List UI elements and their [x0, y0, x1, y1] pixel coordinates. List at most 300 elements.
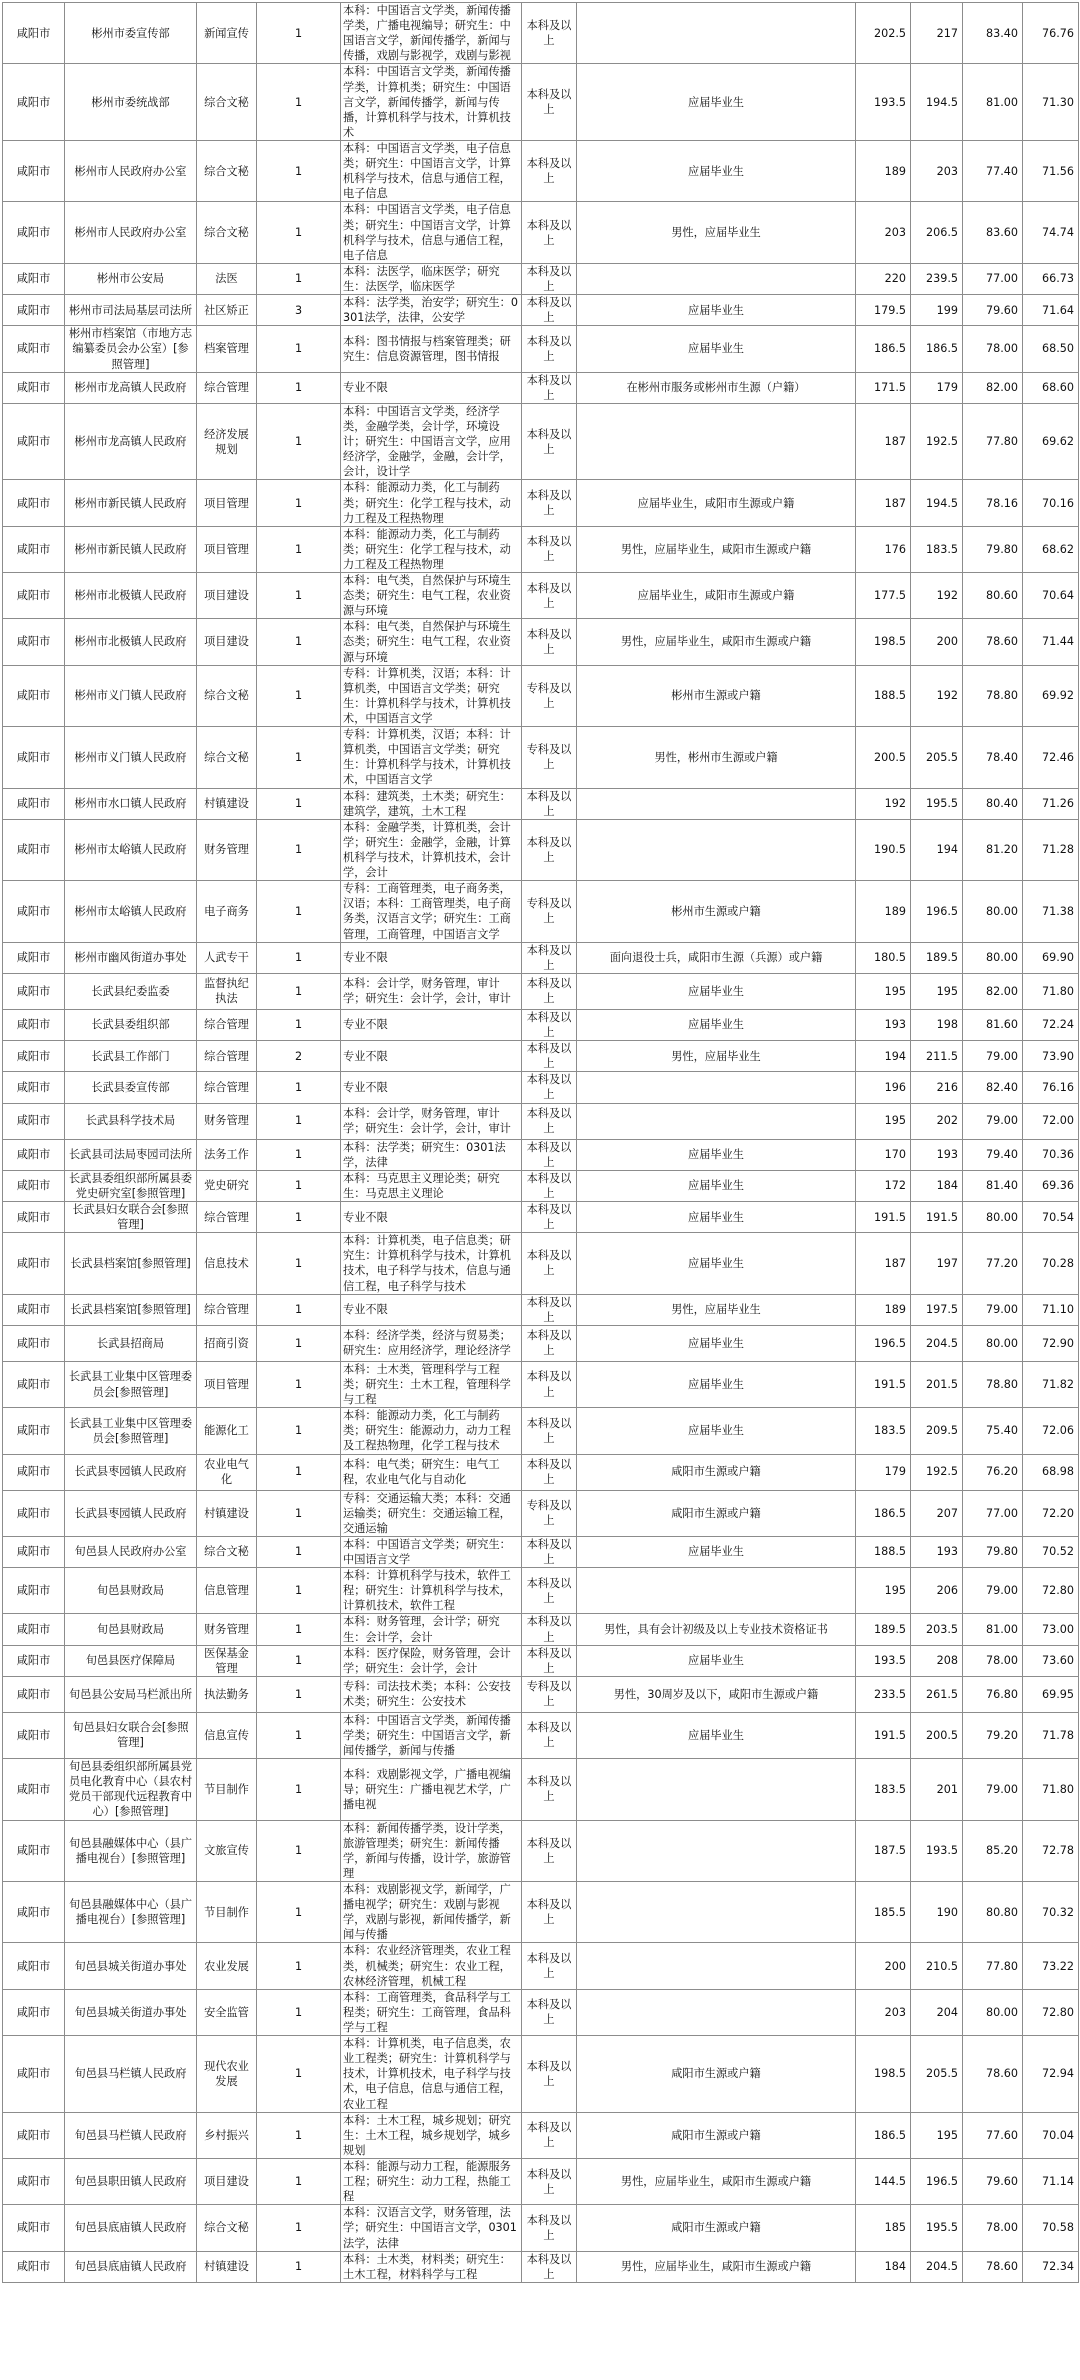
- cell-unit: 长武县工业集中区管理委员会[参照管理]: [65, 1361, 197, 1407]
- cell-final: 72.94: [1023, 2036, 1079, 2113]
- cell-total: 194: [911, 819, 963, 880]
- cell-position: 综合文秘: [197, 2205, 257, 2251]
- cell-city: 咸阳市: [3, 64, 65, 141]
- cell-unit: 长武县工业集中区管理委员会[参照管理]: [65, 1408, 197, 1454]
- cell-other: [577, 1568, 856, 1614]
- cell-total: 205.5: [911, 727, 963, 788]
- table-row: [3, 1989, 1079, 2035]
- cell-position: 综合管理: [197, 1041, 257, 1072]
- cell-count: 1: [257, 1882, 341, 1943]
- cell-other: 彬州市生源或户籍: [577, 665, 856, 726]
- cell-city: 咸阳市: [3, 1759, 65, 1820]
- cell-other: 应届毕业生: [577, 1139, 856, 1170]
- table-row: [3, 1645, 1079, 1676]
- table-row: [3, 1820, 1079, 1881]
- table-row: [3, 573, 1079, 619]
- cell-unit: 旬邑县底庙镇人民政府: [65, 2251, 197, 2282]
- cell-unit: 彬州市幽风街道办事处: [65, 942, 197, 973]
- cell-city: 咸阳市: [3, 1139, 65, 1170]
- cell-count: 1: [257, 263, 341, 294]
- cell-city: 咸阳市: [3, 263, 65, 294]
- cell-written: 200: [856, 1943, 911, 1989]
- cell-interview: 77.60: [963, 2112, 1023, 2158]
- cell-other: [577, 788, 856, 819]
- cell-written: 172: [856, 1170, 911, 1201]
- cell-education: 本科及以上: [522, 372, 577, 403]
- cell-education: 本科及以上: [522, 64, 577, 141]
- table-row: [3, 2159, 1079, 2205]
- cell-major: 本科：中国语言文学类，新闻传播学类，计算机类；研究生：中国语言文学，新闻传播学，新闻与传播，计算机科学与技术，计算机技术: [341, 64, 522, 141]
- cell-count: 1: [257, 403, 341, 480]
- cell-position: 综合文秘: [197, 202, 257, 263]
- cell-city: 咸阳市: [3, 819, 65, 880]
- cell-city: 咸阳市: [3, 665, 65, 726]
- cell-final: 68.60: [1023, 372, 1079, 403]
- cell-total: 184: [911, 1170, 963, 1201]
- cell-education: 本科及以上: [522, 1009, 577, 1040]
- cell-unit: 旬邑县公安局马栏派出所: [65, 1676, 197, 1712]
- cell-count: 1: [257, 1009, 341, 1040]
- cell-position: 法医: [197, 263, 257, 294]
- cell-major: 专科：交通运输大类；本科：交通运输类；研究生：交通运输工程，交通运输: [341, 1490, 522, 1536]
- cell-education: 本科及以上: [522, 480, 577, 526]
- cell-final: 71.14: [1023, 2159, 1079, 2205]
- cell-other: [577, 263, 856, 294]
- cell-education: 本科及以上: [522, 403, 577, 480]
- cell-written: 187: [856, 403, 911, 480]
- cell-education: 本科及以上: [522, 1454, 577, 1490]
- cell-final: 70.54: [1023, 1201, 1079, 1232]
- cell-interview: 75.40: [963, 1408, 1023, 1454]
- cell-written: 190.5: [856, 819, 911, 880]
- cell-written: 180.5: [856, 942, 911, 973]
- cell-interview: 81.60: [963, 1009, 1023, 1040]
- cell-city: 咸阳市: [3, 403, 65, 480]
- cell-total: 195.5: [911, 2205, 963, 2251]
- cell-major: 本科：能源与动力工程，能源服务工程；研究生：动力工程，热能工程: [341, 2159, 522, 2205]
- table-row: [3, 619, 1079, 665]
- cell-written: 179.5: [856, 295, 911, 326]
- cell-other: 男性，彬州市生源或户籍: [577, 727, 856, 788]
- cell-major: 专科：计算机类，汉语；本科：计算机类，中国语言文学类；研究生：计算机科学与技术，计算机技术，中国语言文学: [341, 727, 522, 788]
- cell-other: 男性，应届毕业生，咸阳市生源或户籍: [577, 526, 856, 572]
- cell-education: 本科及以上: [522, 1201, 577, 1232]
- cell-unit: 彬州市档案馆（市地方志编纂委员会办公室）[参照管理]: [65, 326, 197, 372]
- table-row: [3, 1041, 1079, 1072]
- cell-count: 1: [257, 1645, 341, 1676]
- cell-major: 本科：法学类；研究生：0301法学，法律: [341, 1139, 522, 1170]
- cell-education: 本科及以上: [522, 788, 577, 819]
- cell-count: 1: [257, 480, 341, 526]
- cell-count: 1: [257, 727, 341, 788]
- cell-unit: 彬州市新民镇人民政府: [65, 480, 197, 526]
- cell-position: 经济发展规划: [197, 403, 257, 480]
- cell-unit: 长武县枣园镇人民政府: [65, 1490, 197, 1536]
- cell-final: 71.38: [1023, 881, 1079, 942]
- cell-city: 咸阳市: [3, 326, 65, 372]
- cell-interview: 77.80: [963, 403, 1023, 480]
- cell-education: 本科及以上: [522, 1170, 577, 1201]
- cell-final: 66.73: [1023, 263, 1079, 294]
- cell-unit: 彬州市委统战部: [65, 64, 197, 141]
- cell-unit: 彬州市水口镇人民政府: [65, 788, 197, 819]
- table-row: [3, 1139, 1079, 1170]
- cell-other: 应届毕业生: [577, 295, 856, 326]
- cell-education: 专科及以上: [522, 1676, 577, 1712]
- cell-education: 本科及以上: [522, 1989, 577, 2035]
- cell-written: 189: [856, 881, 911, 942]
- cell-position: 综合管理: [197, 1009, 257, 1040]
- cell-position: 项目建设: [197, 573, 257, 619]
- cell-count: 1: [257, 819, 341, 880]
- cell-final: 71.80: [1023, 1759, 1079, 1820]
- cell-position: 文旅宣传: [197, 1820, 257, 1881]
- cell-education: 本科及以上: [522, 1536, 577, 1567]
- cell-total: 193: [911, 1536, 963, 1567]
- cell-written: 176: [856, 526, 911, 572]
- cell-education: 本科及以上: [522, 2112, 577, 2158]
- cell-other: 应届毕业生: [577, 1712, 856, 1758]
- cell-unit: 旬邑县财政局: [65, 1614, 197, 1645]
- cell-other: 应届毕业生，咸阳市生源或户籍: [577, 480, 856, 526]
- cell-major: 本科：计算机类，电子信息类；研究生：计算机科学与技术，计算机技术，电子科学与技术，信息与通信工程，电子科学与技术: [341, 1233, 522, 1294]
- cell-education: 本科及以上: [522, 202, 577, 263]
- cell-final: 70.58: [1023, 2205, 1079, 2251]
- cell-education: 本科及以上: [522, 973, 577, 1009]
- cell-city: 咸阳市: [3, 1614, 65, 1645]
- cell-other: [577, 3, 856, 64]
- cell-major: 本科：中国语言文学类，电子信息类；研究生：中国语言文学，计算机科学与技术，信息与通信工程，电子信息: [341, 202, 522, 263]
- cell-education: 本科及以上: [522, 1645, 577, 1676]
- cell-major: 本科：电气类；研究生：电气工程，农业电气化与自动化: [341, 1454, 522, 1490]
- cell-major: 本科：计算机科学与技术，软件工程；研究生：计算机科学与技术，计算机技术，软件工程: [341, 1568, 522, 1614]
- cell-position: 综合文秘: [197, 64, 257, 141]
- cell-other: 咸阳市生源或户籍: [577, 1454, 856, 1490]
- table-row: [3, 1568, 1079, 1614]
- cell-interview: 78.60: [963, 619, 1023, 665]
- cell-interview: 82.00: [963, 973, 1023, 1009]
- cell-major: 本科：经济学类，经济与贸易类；研究生：应用经济学，理论经济学: [341, 1325, 522, 1361]
- cell-education: 本科及以上: [522, 526, 577, 572]
- cell-city: 咸阳市: [3, 202, 65, 263]
- cell-count: 1: [257, 788, 341, 819]
- cell-interview: 77.00: [963, 263, 1023, 294]
- cell-interview: 82.40: [963, 1072, 1023, 1103]
- cell-education: 本科及以上: [522, 140, 577, 201]
- cell-position: 综合管理: [197, 372, 257, 403]
- cell-total: 201: [911, 1759, 963, 1820]
- cell-education: 本科及以上: [522, 2251, 577, 2282]
- cell-other: 男性，30周岁及以下，咸阳市生源或户籍: [577, 1676, 856, 1712]
- cell-count: 1: [257, 2036, 341, 2113]
- cell-city: 咸阳市: [3, 1989, 65, 2035]
- cell-education: 本科及以上: [522, 573, 577, 619]
- table-row: [3, 1294, 1079, 1325]
- cell-interview: 78.80: [963, 1361, 1023, 1407]
- cell-other: 咸阳市生源或户籍: [577, 2205, 856, 2251]
- cell-other: 应届毕业生: [577, 1170, 856, 1201]
- cell-other: 男性，应届毕业生: [577, 1294, 856, 1325]
- cell-final: 73.90: [1023, 1041, 1079, 1072]
- cell-final: 70.04: [1023, 2112, 1079, 2158]
- cell-major: 本科：电气类，自然保护与环境生态类；研究生：电气工程，农业资源与环境: [341, 619, 522, 665]
- cell-final: 68.62: [1023, 526, 1079, 572]
- cell-final: 69.95: [1023, 1676, 1079, 1712]
- cell-major: 本科：能源动力类，化工与制药类；研究生：能源动力，动力工程及工程热物理，化学工程与技术: [341, 1408, 522, 1454]
- cell-major: 本科：戏剧影视文学，广播电视编导；研究生：广播电视艺术学，广播电视: [341, 1759, 522, 1820]
- table-row: [3, 403, 1079, 480]
- cell-written: 200.5: [856, 727, 911, 788]
- cell-city: 咸阳市: [3, 526, 65, 572]
- cell-position: 安全监管: [197, 1989, 257, 2035]
- cell-other: 应届毕业生: [577, 140, 856, 201]
- cell-other: 男性，应届毕业生: [577, 202, 856, 263]
- cell-education: 本科及以上: [522, 1820, 577, 1881]
- cell-unit: 长武县委组织部: [65, 1009, 197, 1040]
- table-row: [3, 1325, 1079, 1361]
- cell-education: 本科及以上: [522, 263, 577, 294]
- cell-count: 1: [257, 2159, 341, 2205]
- cell-city: 咸阳市: [3, 1201, 65, 1232]
- cell-education: 本科及以上: [522, 1568, 577, 1614]
- cell-other: 男性，具有会计初级及以上专业技术资格证书: [577, 1614, 856, 1645]
- cell-education: 本科及以上: [522, 1139, 577, 1170]
- cell-major: 本科：农业经济管理类，农业工程类，机械类；研究生：农业工程，农林经济管理，机械工程: [341, 1943, 522, 1989]
- cell-final: 73.22: [1023, 1943, 1079, 1989]
- cell-written: 220: [856, 263, 911, 294]
- cell-position: 档案管理: [197, 326, 257, 372]
- cell-unit: 彬州市司法局基层司法所: [65, 295, 197, 326]
- cell-other: 咸阳市生源或户籍: [577, 2112, 856, 2158]
- cell-total: 189.5: [911, 942, 963, 973]
- cell-education: 本科及以上: [522, 1943, 577, 1989]
- cell-position: 新闻宣传: [197, 3, 257, 64]
- cell-count: 1: [257, 202, 341, 263]
- cell-count: 2: [257, 1041, 341, 1072]
- cell-other: [577, 819, 856, 880]
- cell-education: 本科及以上: [522, 3, 577, 64]
- cell-interview: 79.20: [963, 1712, 1023, 1758]
- cell-count: 1: [257, 1233, 341, 1294]
- cell-major: 本科：土木工程，城乡规划；研究生：土木工程，城乡规划学，城乡规划: [341, 2112, 522, 2158]
- cell-other: [577, 1103, 856, 1139]
- cell-count: 1: [257, 2205, 341, 2251]
- cell-total: 195: [911, 973, 963, 1009]
- cell-other: 应届毕业生: [577, 326, 856, 372]
- table-row: [3, 881, 1079, 942]
- cell-city: 咸阳市: [3, 1408, 65, 1454]
- cell-total: 208: [911, 1645, 963, 1676]
- cell-position: 财务管理: [197, 819, 257, 880]
- cell-written: 233.5: [856, 1676, 911, 1712]
- cell-position: 综合管理: [197, 1201, 257, 1232]
- cell-unit: 长武县司法局枣园司法所: [65, 1139, 197, 1170]
- cell-city: 咸阳市: [3, 1454, 65, 1490]
- cell-position: 项目管理: [197, 526, 257, 572]
- cell-unit: 彬州市人民政府办公室: [65, 202, 197, 263]
- cell-city: 咸阳市: [3, 1568, 65, 1614]
- cell-count: 1: [257, 1676, 341, 1712]
- cell-final: 70.16: [1023, 480, 1079, 526]
- cell-position: 村镇建设: [197, 2251, 257, 2282]
- cell-education: 本科及以上: [522, 1882, 577, 1943]
- cell-interview: 81.20: [963, 819, 1023, 880]
- cell-written: 186.5: [856, 1490, 911, 1536]
- cell-education: 本科及以上: [522, 1712, 577, 1758]
- cell-education: 本科及以上: [522, 1103, 577, 1139]
- cell-other: [577, 1072, 856, 1103]
- cell-total: 194.5: [911, 480, 963, 526]
- cell-interview: 79.40: [963, 1139, 1023, 1170]
- cell-total: 204: [911, 1989, 963, 2035]
- cell-position: 村镇建设: [197, 788, 257, 819]
- cell-major: 本科：戏剧影视文学，新闻学，广播电视学；研究生：戏剧与影视学，戏剧与影视，新闻传播学，新闻与传播: [341, 1882, 522, 1943]
- cell-education: 本科及以上: [522, 619, 577, 665]
- cell-city: 咸阳市: [3, 2251, 65, 2282]
- cell-other: 彬州市生源或户籍: [577, 881, 856, 942]
- cell-city: 咸阳市: [3, 480, 65, 526]
- cell-interview: 78.00: [963, 2205, 1023, 2251]
- table-row: [3, 788, 1079, 819]
- cell-written: 192: [856, 788, 911, 819]
- cell-other: [577, 1943, 856, 1989]
- cell-city: 咸阳市: [3, 1072, 65, 1103]
- cell-city: 咸阳市: [3, 727, 65, 788]
- cell-interview: 79.00: [963, 1041, 1023, 1072]
- cell-unit: 长武县委组织部所属县委党史研究室[参照管理]: [65, 1170, 197, 1201]
- table-row: [3, 1490, 1079, 1536]
- cell-count: 1: [257, 942, 341, 973]
- cell-major: 专业不限: [341, 1009, 522, 1040]
- cell-final: 69.62: [1023, 403, 1079, 480]
- cell-other: 面向退役士兵，咸阳市生源（兵源）或户籍: [577, 942, 856, 973]
- cell-final: 74.74: [1023, 202, 1079, 263]
- cell-total: 196.5: [911, 2159, 963, 2205]
- cell-position: 现代农业发展: [197, 2036, 257, 2113]
- cell-position: 综合文秘: [197, 665, 257, 726]
- cell-major: 本科：中国语言文学类，新闻传播学类，广播电视编导；研究生：中国语言文学，新闻传播学，新闻与传播，戏剧与影视学，戏剧与影视: [341, 3, 522, 64]
- cell-count: 1: [257, 1820, 341, 1881]
- cell-unit: 彬州市龙高镇人民政府: [65, 372, 197, 403]
- cell-other: 咸阳市生源或户籍: [577, 1490, 856, 1536]
- cell-city: 咸阳市: [3, 1233, 65, 1294]
- cell-final: 71.30: [1023, 64, 1079, 141]
- cell-total: 183.5: [911, 526, 963, 572]
- cell-final: 70.36: [1023, 1139, 1079, 1170]
- cell-count: 1: [257, 64, 341, 141]
- cell-education: 本科及以上: [522, 1408, 577, 1454]
- cell-total: 195.5: [911, 788, 963, 819]
- cell-final: 71.82: [1023, 1361, 1079, 1407]
- cell-interview: 85.20: [963, 1820, 1023, 1881]
- results-table: [2, 2, 1079, 2283]
- cell-unit: 旬邑县底庙镇人民政府: [65, 2205, 197, 2251]
- cell-written: 185: [856, 2205, 911, 2251]
- cell-interview: 81.00: [963, 64, 1023, 141]
- cell-unit: 长武县科学技术局: [65, 1103, 197, 1139]
- cell-final: 72.34: [1023, 2251, 1079, 2282]
- table-row: [3, 263, 1079, 294]
- cell-count: 1: [257, 1408, 341, 1454]
- cell-education: 专科及以上: [522, 727, 577, 788]
- cell-count: 1: [257, 665, 341, 726]
- cell-major: 本科：中国语言文学类，新闻传播学类；研究生：中国语言文学，新闻传播学，新闻与传播: [341, 1712, 522, 1758]
- cell-major: 本科：土木类，管理科学与工程类；研究生：土木工程，管理科学与工程: [341, 1361, 522, 1407]
- cell-city: 咸阳市: [3, 881, 65, 942]
- table-row: [3, 202, 1079, 263]
- cell-total: 190: [911, 1882, 963, 1943]
- cell-unit: 旬邑县委组织部所属县党员电化教育中心（县农村党员干部现代远程教育中心）[参照管理]: [65, 1759, 197, 1820]
- cell-final: 73.60: [1023, 1645, 1079, 1676]
- cell-major: 专科：计算机类，汉语；本科：计算机类，中国语言文学类；研究生：计算机科学与技术，计算机技术，中国语言文学: [341, 665, 522, 726]
- cell-position: 财务管理: [197, 1103, 257, 1139]
- results-table-body: [3, 3, 1079, 2283]
- cell-other: 应届毕业生: [577, 1325, 856, 1361]
- cell-count: 1: [257, 1201, 341, 1232]
- cell-education: 本科及以上: [522, 1614, 577, 1645]
- cell-major: 本科：财务管理，会计学；研究生：会计学，会计: [341, 1614, 522, 1645]
- cell-major: 本科：法学类，治安学；研究生：0301法学，法律，公安学: [341, 295, 522, 326]
- cell-final: 72.24: [1023, 1009, 1079, 1040]
- cell-interview: 83.60: [963, 202, 1023, 263]
- cell-interview: 79.60: [963, 295, 1023, 326]
- cell-education: 本科及以上: [522, 2159, 577, 2205]
- cell-position: 社区矫正: [197, 295, 257, 326]
- cell-position: 项目管理: [197, 480, 257, 526]
- cell-count: 1: [257, 1294, 341, 1325]
- cell-final: 71.44: [1023, 619, 1079, 665]
- cell-total: 201.5: [911, 1361, 963, 1407]
- cell-unit: 彬州市义门镇人民政府: [65, 727, 197, 788]
- cell-written: 195: [856, 1568, 911, 1614]
- cell-written: 196.5: [856, 1325, 911, 1361]
- cell-interview: 78.40: [963, 727, 1023, 788]
- cell-position: 监督执纪执法: [197, 973, 257, 1009]
- cell-other: 男性，应届毕业生: [577, 1041, 856, 1072]
- cell-total: 217: [911, 3, 963, 64]
- cell-final: 68.98: [1023, 1454, 1079, 1490]
- cell-written: 193.5: [856, 1645, 911, 1676]
- cell-final: 72.00: [1023, 1103, 1079, 1139]
- cell-unit: 旬邑县马栏镇人民政府: [65, 2036, 197, 2113]
- cell-interview: 79.00: [963, 1568, 1023, 1614]
- cell-position: 执法勤务: [197, 1676, 257, 1712]
- cell-other: 应届毕业生: [577, 1645, 856, 1676]
- cell-written: 191.5: [856, 1201, 911, 1232]
- cell-major: 本科：计算机类，电子信息类，农业工程类；研究生：计算机科学与技术，计算机技术，电子科学与技术，电子信息，信息与通信工程，农业工程: [341, 2036, 522, 2113]
- cell-unit: 长武县妇女联合会[参照管理]: [65, 1201, 197, 1232]
- cell-final: 71.80: [1023, 973, 1079, 1009]
- cell-interview: 80.00: [963, 881, 1023, 942]
- cell-interview: 80.40: [963, 788, 1023, 819]
- cell-education: 本科及以上: [522, 1325, 577, 1361]
- table-row: [3, 2112, 1079, 2158]
- cell-position: 党史研究: [197, 1170, 257, 1201]
- cell-city: 咸阳市: [3, 1041, 65, 1072]
- cell-unit: 彬州市太峪镇人民政府: [65, 819, 197, 880]
- cell-position: 乡村振兴: [197, 2112, 257, 2158]
- cell-position: 项目管理: [197, 1361, 257, 1407]
- cell-unit: 彬州市龙高镇人民政府: [65, 403, 197, 480]
- cell-city: 咸阳市: [3, 1712, 65, 1758]
- cell-city: 咸阳市: [3, 2159, 65, 2205]
- cell-interview: 80.00: [963, 942, 1023, 973]
- cell-major: 本科：金融学类，计算机类，会计学；研究生：金融学，金融，计算机科学与技术，计算机技术，会计学，会计: [341, 819, 522, 880]
- cell-total: 192: [911, 665, 963, 726]
- cell-interview: 81.00: [963, 1614, 1023, 1645]
- cell-total: 210.5: [911, 1943, 963, 1989]
- cell-education: 专科及以上: [522, 1490, 577, 1536]
